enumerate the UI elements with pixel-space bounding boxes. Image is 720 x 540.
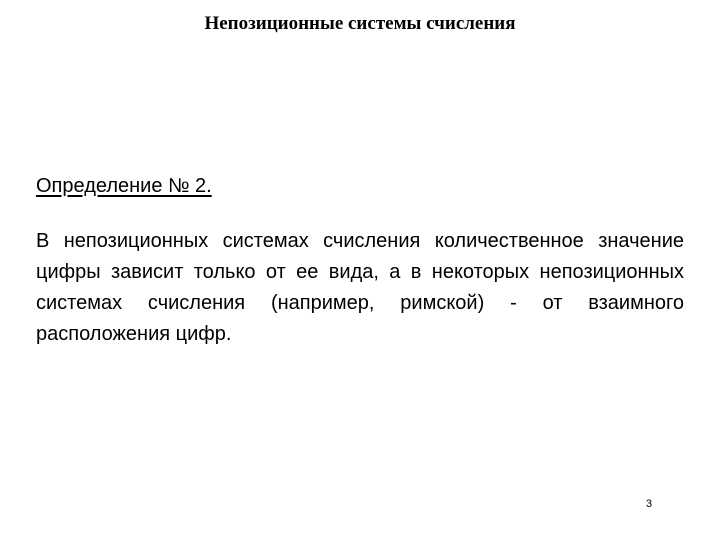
page-number: 3 [646, 498, 653, 510]
slide-title: Непозиционные системы счисления [204, 13, 516, 34]
definition-heading: Определение № 2. [36, 175, 212, 197]
definition-text: В непозиционных системах счисления количественное значение цифры зависит только от ее вида, а в некоторых непозиционных системах счисления (например, римской) - от взаимного расположения цифр. [36, 230, 684, 345]
